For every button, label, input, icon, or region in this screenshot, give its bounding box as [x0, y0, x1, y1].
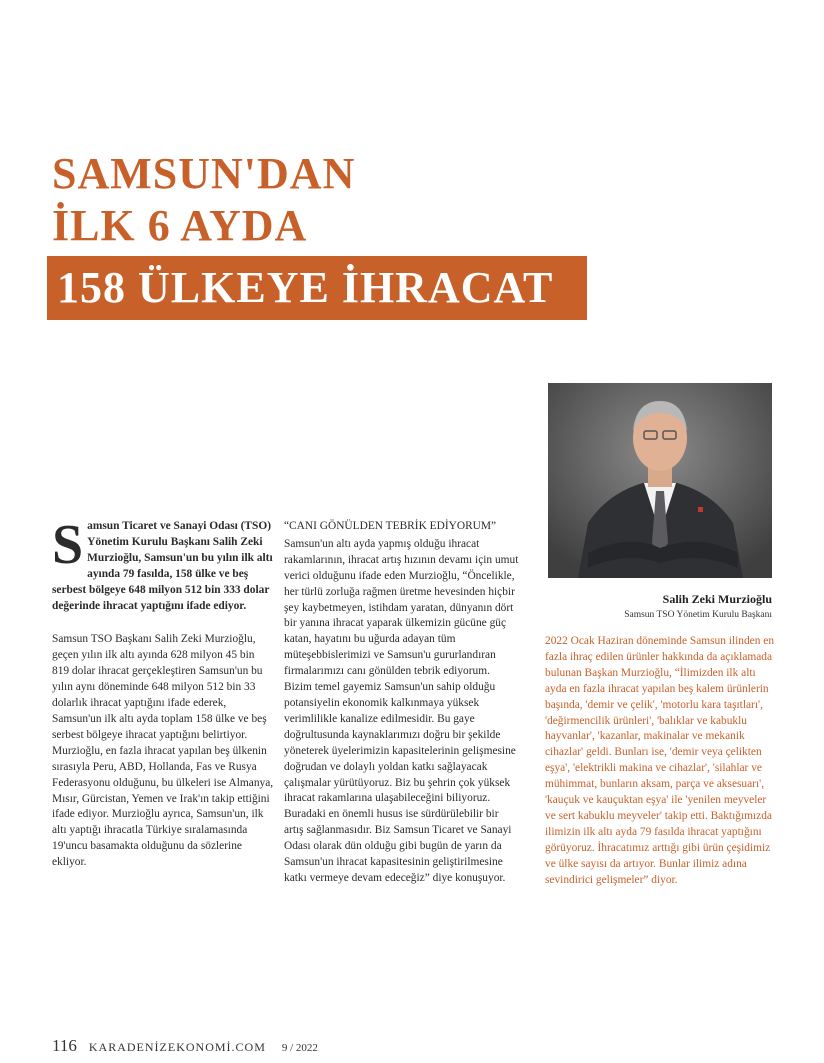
headline-line-2: İLK 6 AYDA — [52, 201, 308, 250]
article-body-3: 2022 Ocak Haziran döneminde Samsun ilinden en fazla ihraç edilen ürünler hakkında da açıklamada bulunan Başkan Murzioğlu, “İlimizden ilk altı ayda en fazla ihracat yapılan beş kalem ürünlerin başında, 'demir ve çelik', 'motorlu kara taşıtları', 'değirmencilik ürünleri', 'balıklar ve kabuklu hayvanlar', 'kazanlar, makinalar ve mekanik cihazlar' geldi. Bunları ise, 'demir veya çelikten eşya', 'elektrikli makina ve cihazlar', 'silahlar ve mühimmat, bunların aksam, parça ve aksesuarı', 'kauçuk ve kauçuktan eşya' ile 'yenilen meyveler ve sert kabuklu meyveler' takip etti. Baktığımızda ilimizin ilk altı ayda 79 fasılda ihracat yaptığını görüyoruz. İhracatımız arttığı gibi ürün çeşidimiz ve ülke sayısı da artıyor. Bunlar ilimiz adına sevindirici gelişmeler” diyor. — [545, 635, 775, 886]
portrait-photo — [548, 383, 772, 578]
headline-line-1: SAMSUN'DAN — [52, 149, 356, 198]
photo-caption-role: Samsun TSO Yönetim Kurulu Başkanı — [624, 610, 772, 620]
section-subhead: “CANI GÖNÜLDEN TEBRİK EDİYORUM” — [284, 520, 497, 532]
portrait-illustration — [548, 383, 772, 578]
page-footer — [52, 1036, 318, 1056]
photo-caption-name: Salih Zeki Murzioğlu — [662, 592, 772, 606]
article-lead: amsun Ticaret ve Sanayi Odası (TSO) Yönetim Kurulu Başkanı Salih Zeki Murzioğlu, Samsun'un bu yılın ilk altı ayında 79 fasılda, 158 ülke ve beş serbest bölgeye 648 milyon 512 bin 333 dolar değerinde ihracat yaptığını ifade ediyor. — [52, 520, 273, 612]
page-number: 116 — [52, 1036, 77, 1055]
article-column-1 — [52, 514, 274, 871]
footer-issue: 9 / 2022 — [281, 1042, 318, 1054]
headline-line-3: 158 ÜLKEYE İHRACAT — [57, 263, 554, 312]
article-column-3 — [545, 634, 775, 889]
headline-highlight-box — [47, 256, 587, 320]
footer-site: KARADENİZEKONOMİ.COM — [88, 1040, 266, 1054]
article-body-1: Samsun TSO Başkanı Salih Zeki Murzioğlu, geçen yılın ilk altı ayında 628 milyon 45 bin 819 dolar ihracat gerçekleştiren Samsun'un bu yılın aynı döneminde 648 milyon 512 bin 33 dolarlık ihracat yaptığını ifade ederek, Samsun'un ilk altı ayda toplam 158 ülke ve beş serbest bölgeye ihracat yaptığını belirtiyor. Murzioğlu, en fazla ihracat yapılan beş ülkenin sırasıyla Peru, ABD, Hollanda, Fas ve Rusya Federasyonu olduğunu, bu ülkeleri ise Almanya, Mısır, Gürcistan, Yemen ve Irak'ın takip ettiğini ifade ediyor. Murzioğlu ayrıca, Samsun'un, ilk altı yaptığı ihracatla Türkiye sıralamasında 19'uncu basamakta olduğunu da sözlerine ekliyor. — [52, 633, 274, 869]
article-body-2: Samsun'un altı ayda yapmış olduğu ihracat rakamlarının, ihracat artış hızının devamı için umut verici olduğunu ifade eden Murzioğlu, “Öncelikle, her türlü zorluğa rağmen üretme hevesinden hiçbir şey kaybetmeyen, istihdam yaratan, dünyanın dört bir yanına ihracat yaparak ülkemizin gücüne güç katan, hayatını bu uğurda adayan tüm müteşebbislerimizi ve Samsun'u gururlandıran firmalarımızı canı gönülden tebrik ediyorum. Bizim temel gayemiz Samsun'un sahip olduğu potansiyelin ekonomik kalkınmaya yüksek verimlilikle kanalize edilmesidir. Bu gaye doğrultusunda kaynaklarımızı doğru bir şekilde yöneterek üyelerimizin kapasitelerinin gelişmesine doğrudan ve dolaylı yoldan katkı sağlayacak çalışmalar yürütüyoruz. Biz bu şehrin çok yüksek ihracat rakamlarına ulaşabileceğini biliyoruz. Buradaki en önemli husus ise sürdürülebilir bir artış sağlanmasıdır. Biz Samsun Ticaret ve Sanayi Odası olarak dün olduğu gibi bugün de yarın da Samsun'un ihracat kapasitesinin geliştirilmesine katkı vermeye devam edeceğiz” diye konuşuyor. — [284, 537, 519, 884]
article-column-2 — [284, 519, 520, 887]
headline — [52, 148, 355, 252]
drop-cap: S — [52, 514, 84, 576]
